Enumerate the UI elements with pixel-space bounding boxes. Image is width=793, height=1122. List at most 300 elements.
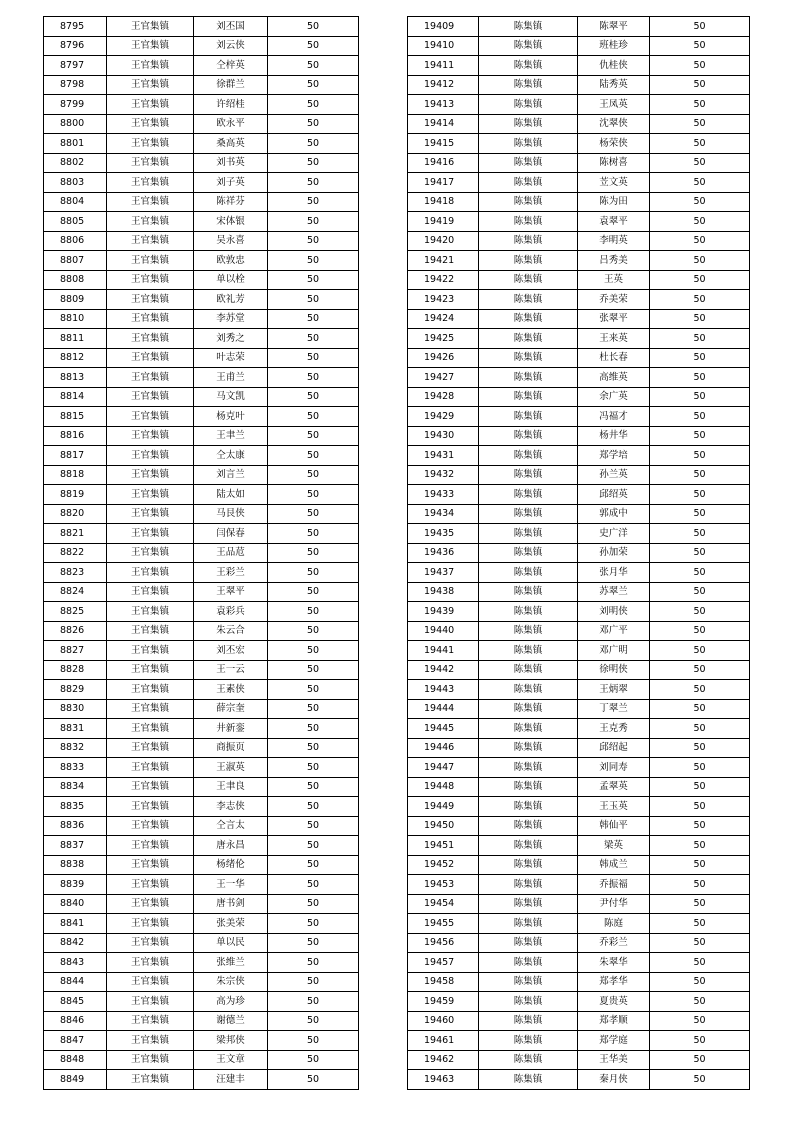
amount-cell: 50 xyxy=(268,524,359,544)
table-row xyxy=(44,524,359,544)
table-row xyxy=(44,212,359,232)
name-cell: 张翠平 xyxy=(578,309,650,329)
town-cell: 陈集镇 xyxy=(479,426,578,446)
amount-cell: 50 xyxy=(650,17,750,37)
amount-cell: 50 xyxy=(650,446,750,466)
id-cell: 19456 xyxy=(408,933,479,953)
name-cell: 余广英 xyxy=(578,387,650,407)
id-cell: 19455 xyxy=(408,914,479,934)
name-cell: 邓广平 xyxy=(578,621,650,641)
amount-cell: 50 xyxy=(268,563,359,583)
amount-cell: 50 xyxy=(650,173,750,193)
name-cell: 陆秀英 xyxy=(578,75,650,95)
amount-cell: 50 xyxy=(268,368,359,388)
id-cell: 8804 xyxy=(44,192,107,212)
amount-cell: 50 xyxy=(268,446,359,466)
town-cell: 王官集镇 xyxy=(107,504,194,524)
table-row xyxy=(44,446,359,466)
amount-cell: 50 xyxy=(650,875,750,895)
id-cell: 19424 xyxy=(408,309,479,329)
table-row xyxy=(408,680,750,700)
name-cell: 陈祥芬 xyxy=(194,192,268,212)
name-cell: 王文章 xyxy=(194,1050,268,1070)
town-cell: 陈集镇 xyxy=(479,387,578,407)
amount-cell: 50 xyxy=(268,933,359,953)
amount-cell: 50 xyxy=(268,134,359,154)
table-row xyxy=(408,992,750,1012)
amount-cell: 50 xyxy=(268,504,359,524)
id-cell: 19461 xyxy=(408,1031,479,1051)
town-cell: 陈集镇 xyxy=(479,75,578,95)
name-cell: 李苏堂 xyxy=(194,309,268,329)
town-cell: 王官集镇 xyxy=(107,465,194,485)
table-row xyxy=(44,348,359,368)
amount-cell: 50 xyxy=(268,1031,359,1051)
id-cell: 19435 xyxy=(408,524,479,544)
table-row xyxy=(408,368,750,388)
amount-cell: 50 xyxy=(650,56,750,76)
table-row xyxy=(44,680,359,700)
amount-cell: 50 xyxy=(650,465,750,485)
id-cell: 8800 xyxy=(44,114,107,134)
table-row xyxy=(408,524,750,544)
amount-cell: 50 xyxy=(268,621,359,641)
town-cell: 陈集镇 xyxy=(479,348,578,368)
amount-cell: 50 xyxy=(268,777,359,797)
town-cell: 陈集镇 xyxy=(479,290,578,310)
id-cell: 19457 xyxy=(408,953,479,973)
town-cell: 王官集镇 xyxy=(107,329,194,349)
name-cell: 冯福才 xyxy=(578,407,650,427)
id-cell: 8846 xyxy=(44,1011,107,1031)
amount-cell: 50 xyxy=(650,153,750,173)
town-cell: 王官集镇 xyxy=(107,56,194,76)
name-cell: 丁翠兰 xyxy=(578,699,650,719)
name-cell: 郑学庭 xyxy=(578,1031,650,1051)
id-cell: 8833 xyxy=(44,758,107,778)
town-cell: 王官集镇 xyxy=(107,836,194,856)
left-table xyxy=(43,16,359,1090)
id-cell: 8803 xyxy=(44,173,107,193)
town-cell: 陈集镇 xyxy=(479,543,578,563)
town-cell: 陈集镇 xyxy=(479,875,578,895)
name-cell: 仝言太 xyxy=(194,816,268,836)
table-row xyxy=(44,134,359,154)
table-row xyxy=(44,1050,359,1070)
town-cell: 王官集镇 xyxy=(107,75,194,95)
table-row xyxy=(44,114,359,134)
table-row xyxy=(408,972,750,992)
id-cell: 19421 xyxy=(408,251,479,271)
id-cell: 8799 xyxy=(44,95,107,115)
name-cell: 袁翠平 xyxy=(578,212,650,232)
amount-cell: 50 xyxy=(650,719,750,739)
town-cell: 王官集镇 xyxy=(107,407,194,427)
table-row xyxy=(44,17,359,37)
town-cell: 陈集镇 xyxy=(479,699,578,719)
right-table xyxy=(407,16,750,1090)
name-cell: 许绍桂 xyxy=(194,95,268,115)
table-row xyxy=(44,953,359,973)
table-row xyxy=(408,699,750,719)
id-cell: 8823 xyxy=(44,563,107,583)
table-row xyxy=(44,36,359,56)
town-cell: 王官集镇 xyxy=(107,36,194,56)
table-row xyxy=(44,1011,359,1031)
table-row xyxy=(44,992,359,1012)
id-cell: 19427 xyxy=(408,368,479,388)
table-row xyxy=(408,173,750,193)
amount-cell: 50 xyxy=(268,953,359,973)
amount-cell: 50 xyxy=(268,680,359,700)
id-cell: 19450 xyxy=(408,816,479,836)
table-row xyxy=(44,894,359,914)
amount-cell: 50 xyxy=(650,680,750,700)
amount-cell: 50 xyxy=(268,426,359,446)
table-row xyxy=(44,972,359,992)
town-cell: 陈集镇 xyxy=(479,816,578,836)
id-cell: 19463 xyxy=(408,1070,479,1090)
id-cell: 8809 xyxy=(44,290,107,310)
table-row xyxy=(44,485,359,505)
table-row xyxy=(408,231,750,251)
name-cell: 仝梓英 xyxy=(194,56,268,76)
town-cell: 陈集镇 xyxy=(479,992,578,1012)
id-cell: 8810 xyxy=(44,309,107,329)
table-row xyxy=(408,504,750,524)
id-cell: 19431 xyxy=(408,446,479,466)
name-cell: 梁邦侠 xyxy=(194,1031,268,1051)
name-cell: 王玉英 xyxy=(578,797,650,817)
id-cell: 19448 xyxy=(408,777,479,797)
id-cell: 19433 xyxy=(408,485,479,505)
table-row xyxy=(44,777,359,797)
amount-cell: 50 xyxy=(268,738,359,758)
id-cell: 8795 xyxy=(44,17,107,37)
id-cell: 8819 xyxy=(44,485,107,505)
town-cell: 王官集镇 xyxy=(107,875,194,895)
table-row xyxy=(44,407,359,427)
name-cell: 马艮侠 xyxy=(194,504,268,524)
town-cell: 陈集镇 xyxy=(479,641,578,661)
town-cell: 陈集镇 xyxy=(479,563,578,583)
table-row xyxy=(408,56,750,76)
name-cell: 孟翠英 xyxy=(578,777,650,797)
town-cell: 王官集镇 xyxy=(107,290,194,310)
table-row xyxy=(408,348,750,368)
name-cell: 高为珍 xyxy=(194,992,268,1012)
name-cell: 陈树喜 xyxy=(578,153,650,173)
town-cell: 王官集镇 xyxy=(107,1050,194,1070)
name-cell: 朱宗侠 xyxy=(194,972,268,992)
name-cell: 王一华 xyxy=(194,875,268,895)
amount-cell: 50 xyxy=(650,621,750,641)
name-cell: 宋体银 xyxy=(194,212,268,232)
id-cell: 8829 xyxy=(44,680,107,700)
amount-cell: 50 xyxy=(268,153,359,173)
id-cell: 8806 xyxy=(44,231,107,251)
amount-cell: 50 xyxy=(268,1050,359,1070)
table-row xyxy=(408,602,750,622)
amount-cell: 50 xyxy=(650,816,750,836)
name-cell: 乔振福 xyxy=(578,875,650,895)
table-row xyxy=(44,582,359,602)
id-cell: 8843 xyxy=(44,953,107,973)
amount-cell: 50 xyxy=(268,387,359,407)
id-cell: 8813 xyxy=(44,368,107,388)
town-cell: 王官集镇 xyxy=(107,309,194,329)
amount-cell: 50 xyxy=(650,387,750,407)
id-cell: 19442 xyxy=(408,660,479,680)
town-cell: 陈集镇 xyxy=(479,212,578,232)
id-cell: 19418 xyxy=(408,192,479,212)
table-row xyxy=(44,1031,359,1051)
amount-cell: 50 xyxy=(268,75,359,95)
table-row xyxy=(44,816,359,836)
table-row xyxy=(44,95,359,115)
table-row xyxy=(408,485,750,505)
town-cell: 陈集镇 xyxy=(479,777,578,797)
amount-cell: 50 xyxy=(268,231,359,251)
amount-cell: 50 xyxy=(268,407,359,427)
id-cell: 19458 xyxy=(408,972,479,992)
name-cell: 杨荣侠 xyxy=(578,134,650,154)
amount-cell: 50 xyxy=(650,270,750,290)
name-cell: 刘明侠 xyxy=(578,602,650,622)
name-cell: 孙加荣 xyxy=(578,543,650,563)
amount-cell: 50 xyxy=(650,348,750,368)
id-cell: 8818 xyxy=(44,465,107,485)
table-row xyxy=(408,465,750,485)
amount-cell: 50 xyxy=(650,543,750,563)
id-cell: 8807 xyxy=(44,251,107,271)
table-row xyxy=(44,192,359,212)
town-cell: 陈集镇 xyxy=(479,485,578,505)
amount-cell: 50 xyxy=(268,114,359,134)
id-cell: 19410 xyxy=(408,36,479,56)
id-cell: 8838 xyxy=(44,855,107,875)
amount-cell: 50 xyxy=(650,309,750,329)
town-cell: 陈集镇 xyxy=(479,1011,578,1031)
amount-cell: 50 xyxy=(268,36,359,56)
town-cell: 王官集镇 xyxy=(107,680,194,700)
name-cell: 邱绍英 xyxy=(578,485,650,505)
town-cell: 陈集镇 xyxy=(479,173,578,193)
name-cell: 郑孝华 xyxy=(578,972,650,992)
name-cell: 王来英 xyxy=(578,329,650,349)
amount-cell: 50 xyxy=(268,972,359,992)
town-cell: 陈集镇 xyxy=(479,621,578,641)
table-row xyxy=(408,914,750,934)
town-cell: 王官集镇 xyxy=(107,699,194,719)
amount-cell: 50 xyxy=(650,134,750,154)
table-row xyxy=(408,212,750,232)
town-cell: 陈集镇 xyxy=(479,251,578,271)
id-cell: 19415 xyxy=(408,134,479,154)
table-row xyxy=(44,309,359,329)
id-cell: 8820 xyxy=(44,504,107,524)
table-row xyxy=(44,602,359,622)
name-cell: 王聿兰 xyxy=(194,426,268,446)
name-cell: 王素侠 xyxy=(194,680,268,700)
town-cell: 陈集镇 xyxy=(479,758,578,778)
id-cell: 8836 xyxy=(44,816,107,836)
table-row xyxy=(408,563,750,583)
name-cell: 王聿良 xyxy=(194,777,268,797)
table-row xyxy=(44,641,359,661)
table-row xyxy=(44,738,359,758)
town-cell: 王官集镇 xyxy=(107,933,194,953)
id-cell: 8844 xyxy=(44,972,107,992)
town-cell: 王官集镇 xyxy=(107,153,194,173)
table-row xyxy=(44,270,359,290)
town-cell: 陈集镇 xyxy=(479,933,578,953)
name-cell: 李志侠 xyxy=(194,797,268,817)
town-cell: 陈集镇 xyxy=(479,114,578,134)
id-cell: 19413 xyxy=(408,95,479,115)
id-cell: 8798 xyxy=(44,75,107,95)
amount-cell: 50 xyxy=(650,95,750,115)
name-cell: 苙文英 xyxy=(578,173,650,193)
id-cell: 8831 xyxy=(44,719,107,739)
town-cell: 陈集镇 xyxy=(479,36,578,56)
amount-cell: 50 xyxy=(650,972,750,992)
id-cell: 8827 xyxy=(44,641,107,661)
town-cell: 陈集镇 xyxy=(479,309,578,329)
name-cell: 尹付华 xyxy=(578,894,650,914)
id-cell: 8834 xyxy=(44,777,107,797)
town-cell: 陈集镇 xyxy=(479,95,578,115)
id-cell: 19434 xyxy=(408,504,479,524)
town-cell: 陈集镇 xyxy=(479,153,578,173)
amount-cell: 50 xyxy=(268,95,359,115)
name-cell: 刘书英 xyxy=(194,153,268,173)
id-cell: 19411 xyxy=(408,56,479,76)
id-cell: 8845 xyxy=(44,992,107,1012)
name-cell: 唐书剑 xyxy=(194,894,268,914)
id-cell: 8842 xyxy=(44,933,107,953)
town-cell: 王官集镇 xyxy=(107,953,194,973)
id-cell: 8830 xyxy=(44,699,107,719)
table-row xyxy=(408,387,750,407)
id-cell: 8848 xyxy=(44,1050,107,1070)
name-cell: 王克秀 xyxy=(578,719,650,739)
amount-cell: 50 xyxy=(650,36,750,56)
name-cell: 王彩兰 xyxy=(194,563,268,583)
id-cell: 8839 xyxy=(44,875,107,895)
name-cell: 孙兰英 xyxy=(578,465,650,485)
town-cell: 王官集镇 xyxy=(107,563,194,583)
town-cell: 王官集镇 xyxy=(107,251,194,271)
id-cell: 8847 xyxy=(44,1031,107,1051)
town-cell: 王官集镇 xyxy=(107,894,194,914)
town-cell: 王官集镇 xyxy=(107,1070,194,1090)
amount-cell: 50 xyxy=(650,738,750,758)
amount-cell: 50 xyxy=(650,758,750,778)
amount-cell: 50 xyxy=(650,699,750,719)
name-cell: 仝太康 xyxy=(194,446,268,466)
town-cell: 王官集镇 xyxy=(107,1031,194,1051)
name-cell: 袁彩兵 xyxy=(194,602,268,622)
name-cell: 杨井华 xyxy=(578,426,650,446)
id-cell: 8835 xyxy=(44,797,107,817)
table-row xyxy=(408,797,750,817)
name-cell: 李明英 xyxy=(578,231,650,251)
table-row xyxy=(44,387,359,407)
table-row xyxy=(44,621,359,641)
id-cell: 19420 xyxy=(408,231,479,251)
id-cell: 8841 xyxy=(44,914,107,934)
amount-cell: 50 xyxy=(268,173,359,193)
table-row xyxy=(408,777,750,797)
town-cell: 王官集镇 xyxy=(107,914,194,934)
id-cell: 19436 xyxy=(408,543,479,563)
table-row xyxy=(408,855,750,875)
amount-cell: 50 xyxy=(268,543,359,563)
town-cell: 王官集镇 xyxy=(107,602,194,622)
table-row xyxy=(44,504,359,524)
id-cell: 8826 xyxy=(44,621,107,641)
town-cell: 陈集镇 xyxy=(479,582,578,602)
amount-cell: 50 xyxy=(268,602,359,622)
town-cell: 王官集镇 xyxy=(107,972,194,992)
name-cell: 乔彩兰 xyxy=(578,933,650,953)
table-row xyxy=(408,738,750,758)
name-cell: 刘云侠 xyxy=(194,36,268,56)
town-cell: 陈集镇 xyxy=(479,738,578,758)
amount-cell: 50 xyxy=(268,855,359,875)
name-cell: 夏贵英 xyxy=(578,992,650,1012)
name-cell: 马文凯 xyxy=(194,387,268,407)
town-cell: 王官集镇 xyxy=(107,348,194,368)
id-cell: 19454 xyxy=(408,894,479,914)
name-cell: 郭成中 xyxy=(578,504,650,524)
name-cell: 欧敦忠 xyxy=(194,251,268,271)
name-cell: 刘丕宏 xyxy=(194,641,268,661)
table-row xyxy=(44,543,359,563)
name-cell: 井新銮 xyxy=(194,719,268,739)
name-cell: 吕秀美 xyxy=(578,251,650,271)
id-cell: 19453 xyxy=(408,875,479,895)
name-cell: 王华美 xyxy=(578,1050,650,1070)
amount-cell: 50 xyxy=(268,465,359,485)
town-cell: 陈集镇 xyxy=(479,368,578,388)
name-cell: 朱云合 xyxy=(194,621,268,641)
table-row xyxy=(44,329,359,349)
amount-cell: 50 xyxy=(268,875,359,895)
amount-cell: 50 xyxy=(268,582,359,602)
id-cell: 8837 xyxy=(44,836,107,856)
town-cell: 陈集镇 xyxy=(479,270,578,290)
id-cell: 19438 xyxy=(408,582,479,602)
name-cell: 薛宗奎 xyxy=(194,699,268,719)
name-cell: 闫保春 xyxy=(194,524,268,544)
id-cell: 19459 xyxy=(408,992,479,1012)
id-cell: 8821 xyxy=(44,524,107,544)
name-cell: 刘秀之 xyxy=(194,329,268,349)
amount-cell: 50 xyxy=(650,114,750,134)
town-cell: 王官集镇 xyxy=(107,719,194,739)
id-cell: 19423 xyxy=(408,290,479,310)
id-cell: 19416 xyxy=(408,153,479,173)
town-cell: 陈集镇 xyxy=(479,855,578,875)
name-cell: 陈庭 xyxy=(578,914,650,934)
amount-cell: 50 xyxy=(268,1011,359,1031)
amount-cell: 50 xyxy=(268,485,359,505)
town-cell: 王官集镇 xyxy=(107,426,194,446)
name-cell: 韩仙平 xyxy=(578,816,650,836)
amount-cell: 50 xyxy=(268,641,359,661)
